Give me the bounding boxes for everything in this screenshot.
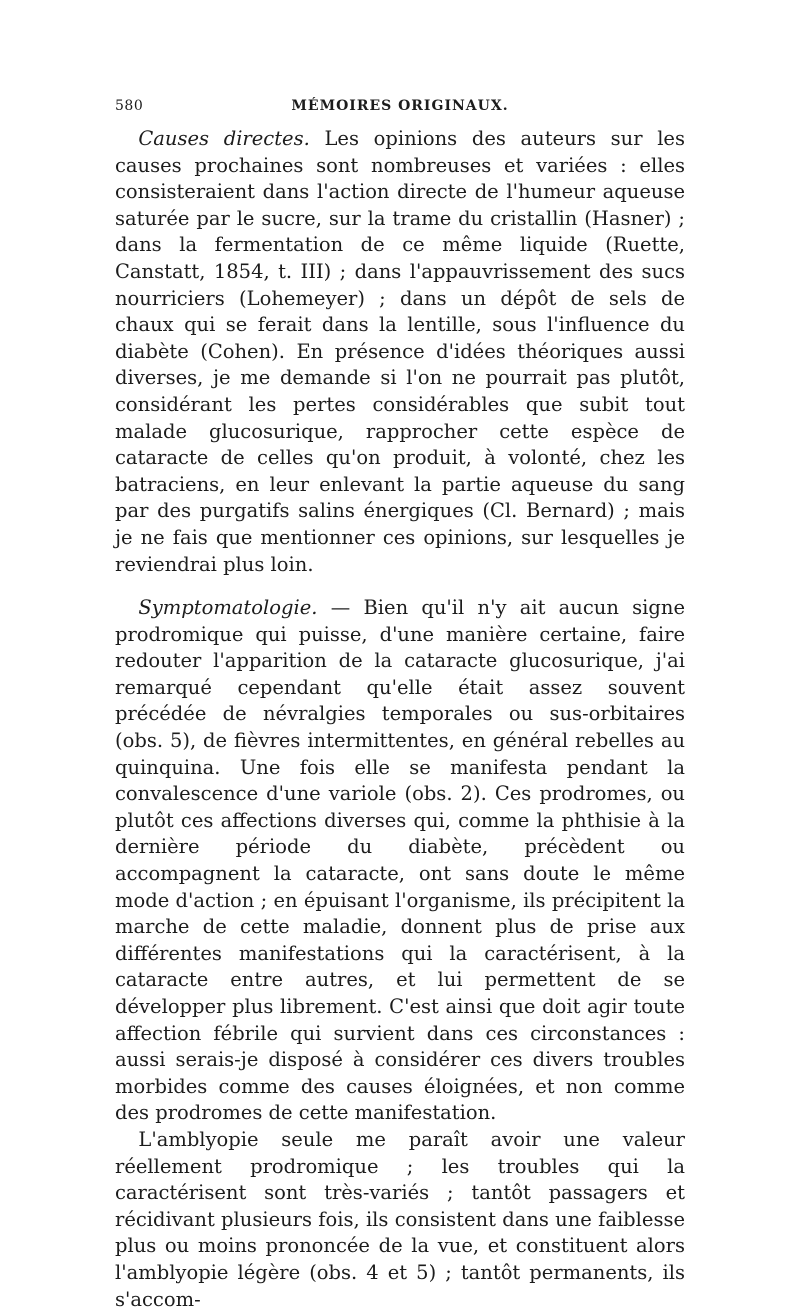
paragraph-amblyopie — [115, 1127, 685, 1313]
page-number: 580 — [115, 98, 144, 114]
section-heading-symptomatologie: Symptomatologie. — [138, 596, 318, 620]
paragraph-text: — Bien qu'il n'y ait aucun signe prodromique qui puisse, d'une manière certaine, faire redouter l'apparition de la cataracte glucosurique, j'ai remarqué cependant qu'elle était assez souvent précédée de névralgies temporales ou sus-orbitaires (obs. 5), de fièvres intermittentes, en général rebelles au quinquina. Une fois elle se manifesta pendant la convalescence d'une variole (obs. 2). Ces prodromes, ou plutôt ces affections diverses qui, comme la phthisie à la dernière période du diabète, précèdent ou accompagnent la cataracte, ont sans doute le même mode d'action ; en épuisant l'organisme, ils précipitent la marche de cette maladie, donnent plus de prise aux différentes manifestations qui la caractérisent, à la cataracte entre autres, et lui permettent de se développer plus librement. C'est ainsi que doit agir toute affection fébrile qui survient dans ces circonstances : aussi serais-je disposé à considérer ces divers troubles morbides comme des causes éloignées, et non comme des prodromes de cette manifestation. — [115, 596, 685, 1125]
page-header — [115, 98, 685, 122]
body-text — [115, 126, 685, 1313]
section-heading-causes-directes: Causes directes. — [138, 127, 310, 150]
running-title: MÉMOIRES ORIGINAUX. — [291, 98, 509, 114]
paragraph-text: L'amblyopie seule me paraît avoir une valeur réellement prodromique ; les troubles qui la caractérisent sont très-variés ; tantôt passagers et récidivant plusieurs fois, ils consistent dans une faiblesse plus ou moins prononcée de la vue, et constituent alors l'amblyopie légère (obs. 4 et 5) ; tantôt permanents, ils s'accom- — [115, 1127, 685, 1311]
paragraph-symptomatologie — [115, 595, 685, 1127]
paragraph-text: Les opinions des auteurs sur les causes prochaines sont nombreuses et variées : elles consisteraient dans l'action directe de l'humeur aqueuse saturée par le sucre, sur la trame du cristallin (Hasner) ; dans la fermentation de ce même liquide (Ruette, Canstatt, 1854, t. III) ; dans l'appauvrissement des sucs nourriciers (Lohemeyer) ; dans un dépôt de sels de chaux qui se ferait dans la lentille, sous l'influence du diabète (Cohen). En présence d'idées théoriques aussi diverses, je me demande si l'on ne pourrait pas plutôt, considérant les pertes considérables que subit tout malade glucosurique, rapprocher cette espèce de cataracte de celles qu'on produit, à volonté, chez les batraciens, en leur enlevant la partie aqueuse du sang par des purgatifs salins énergiques (Cl. Bernard) ; mais je ne fais que mentionner ces opinions, sur lesquelles je reviendrai plus loin. — [115, 127, 685, 576]
book-page — [115, 0, 685, 1311]
paragraph-causes-directes — [115, 126, 685, 578]
